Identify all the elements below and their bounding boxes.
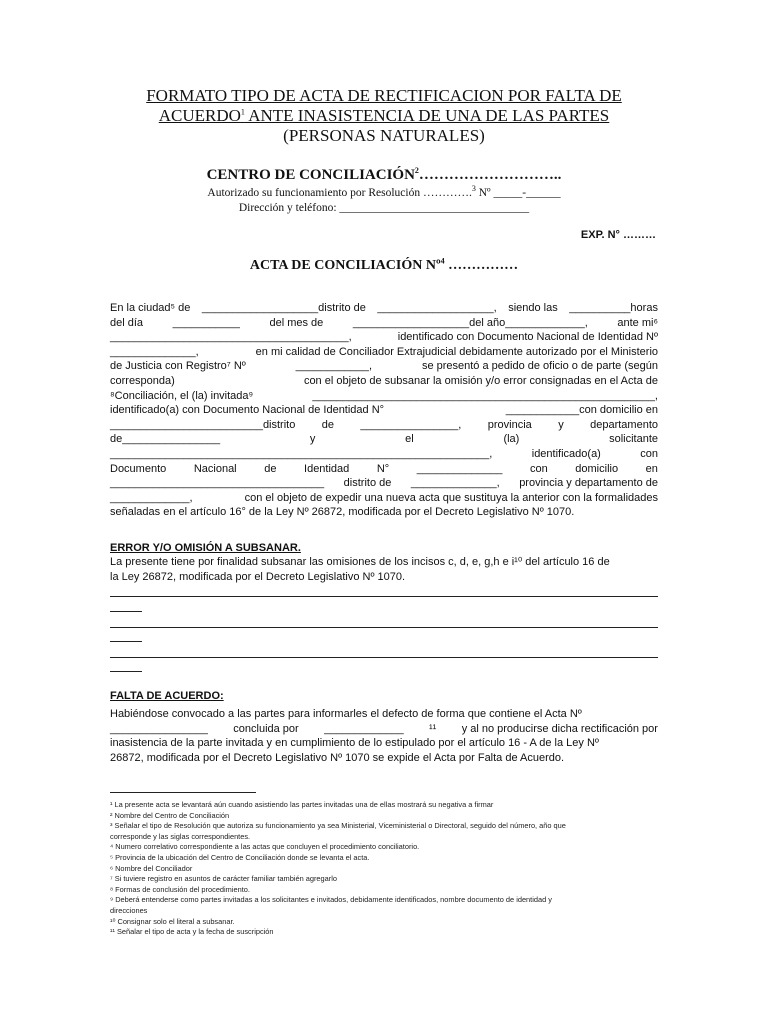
text-line xyxy=(110,751,658,766)
blank-line xyxy=(110,596,658,597)
acta-heading: ACTA DE CONCILIACIÓN Nº$^4$ …………… xyxy=(249,256,519,273)
text-fragment: en mi calidad de Conciliador Extrajudicial debidamente autorizado por el Ministerio xyxy=(255,345,658,358)
text-fragment: ___________________________________ xyxy=(110,477,325,490)
text-fragment: ⁸Conciliación, el (la) invitada⁹ xyxy=(110,389,254,402)
text-fragment: de xyxy=(264,462,277,475)
text-fragment: ___________________distrito de xyxy=(201,302,366,314)
text-fragment: del día xyxy=(110,316,144,329)
text-fragment: ________________, xyxy=(360,418,462,431)
text-line xyxy=(110,491,658,506)
footnotes xyxy=(110,800,658,938)
text-fragment: Identidad xyxy=(304,462,350,475)
text-fragment: La presente tiene por finalidad subsanar las omisiones de los incisos c, d, e, g,h e i¹⁰ del artículo 16 de xyxy=(110,556,610,568)
text-fragment: En la ciudad⁵ de xyxy=(110,302,191,314)
text-fragment: ¹¹ xyxy=(428,722,437,735)
text-fragment: ante mi⁶ xyxy=(617,316,658,329)
falta-section-heading: FALTA DE ACUERDO: xyxy=(110,690,224,702)
text-fragment: ______________ xyxy=(416,462,503,475)
text-fragment: identificado(a) con Documento Nacional de Identidad N° xyxy=(110,404,385,417)
text-fragment: señaladas en el artículo 16° de la Ley Nº 26872, modificada por el Decreto Legislativo Nº 1070. xyxy=(110,506,575,519)
text-fragment: el xyxy=(405,433,414,446)
text-fragment: corresponda) xyxy=(110,374,175,387)
blank-line-short xyxy=(110,671,142,672)
text-line xyxy=(110,736,658,751)
footnote: ⁸ Formas de conclusión del procedimiento. xyxy=(110,884,250,894)
text-fragment: siendo las xyxy=(508,302,558,314)
footnote: ⁴ Numero correlativo correspondiente a las actas que concluyen el procedimiento conciliatorio. xyxy=(110,842,420,852)
text-fragment: ______________, xyxy=(410,477,500,490)
text-line xyxy=(110,505,658,520)
authorization-line: Autorizado su funcionamiento por Resolución ………….$^3$ Nº _____-______ xyxy=(207,184,561,199)
text-line xyxy=(110,330,658,345)
text-fragment: __________horas xyxy=(569,302,658,314)
text-line xyxy=(110,476,658,491)
text-line xyxy=(110,359,658,374)
text-line xyxy=(110,301,658,316)
title-line-1: FORMATO TIPO DE ACTA DE RECTIFICACION POR FALTA DE xyxy=(146,86,622,105)
text-line xyxy=(110,374,658,389)
text-fragment: con el objeto de subsanar la omisión y/o error consignadas en el Acta de xyxy=(303,374,658,387)
text-line xyxy=(110,707,658,722)
text-fragment: Habiéndose convocado a las partes para informarles el defecto de forma que contiene el Acta Nº xyxy=(110,708,582,720)
text-line xyxy=(110,570,658,585)
blank-line xyxy=(110,657,658,658)
text-fragment: de________________ xyxy=(110,433,221,446)
text-line xyxy=(110,462,658,477)
footnote: ¹⁰ Consignar solo el literal a subsanar. xyxy=(110,916,235,926)
text-fragment: provincia xyxy=(487,418,532,431)
footnote: ³ Señalar el tipo de Resolución que autoriza su funcionamiento ya sea Ministerial, Viceministerial o Directoral, seguido del número, año que xyxy=(110,821,566,831)
footnote: ⁷ Si tuviere registro en asuntos de carácter familiar también agregarlo xyxy=(110,874,337,884)
text-fragment: ___________________, xyxy=(377,302,497,314)
text-fragment: _______________________________________, xyxy=(110,331,352,344)
text-fragment: de Justicia con Registro⁷ Nº xyxy=(110,360,246,373)
footnote: direcciones xyxy=(110,905,148,915)
text-line xyxy=(110,316,658,331)
blank-line xyxy=(110,627,658,628)
footnote-separator xyxy=(110,792,256,793)
text-fragment: concluida por xyxy=(233,722,299,735)
text-line xyxy=(110,345,658,360)
text-fragment: Nacional xyxy=(193,462,237,475)
text-fragment: ________________ xyxy=(110,722,208,735)
text-fragment: provincia y departamento de xyxy=(519,477,658,490)
text-line xyxy=(110,555,658,570)
centro-heading: CENTRO DE CONCILIACIÓN$^2$……………………….. xyxy=(206,166,562,183)
text-fragment: con xyxy=(529,462,548,475)
text-fragment: ___________ xyxy=(172,316,240,329)
address-line: Dirección y teléfono: _________________________________ xyxy=(238,202,530,214)
text-fragment: ____________con domicilio en xyxy=(505,404,658,417)
text-fragment: identificado(a) xyxy=(531,447,601,460)
text-fragment: N° xyxy=(376,462,390,475)
title-line-3: (PERSONAS NATURALES) xyxy=(283,126,485,145)
blank-line-short xyxy=(110,641,142,642)
text-fragment: y al no producirse dicha rectificación por xyxy=(461,722,658,735)
expediente-number: EXP. N° ……… xyxy=(580,229,656,241)
text-line xyxy=(110,403,658,418)
text-fragment: domicilio xyxy=(575,462,619,475)
text-fragment: Documento xyxy=(110,462,167,475)
title-line-2: ACUERDO$^1$ ANTE INASISTENCIA DE UNA DE LAS PARTES xyxy=(158,106,610,125)
footnote: ¹¹ Señalar el tipo de acta y la fecha de suscripción xyxy=(110,927,274,937)
document-title xyxy=(110,86,658,146)
text-fragment: identificado con Documento Nacional de Identidad Nº xyxy=(397,331,658,344)
text-fragment: y xyxy=(558,418,564,431)
error-section-heading: ERROR Y/O OMISIÓN A SUBSANAR. xyxy=(110,542,301,554)
blank-line-short xyxy=(110,611,142,612)
text-fragment: ______________, xyxy=(110,345,199,358)
text-fragment: _________________________distrito xyxy=(110,418,296,431)
text-fragment: solicitante xyxy=(609,433,658,446)
paragraph-error xyxy=(110,555,658,584)
text-fragment: (la) xyxy=(503,433,520,446)
footnote: ² Nombre del Centro de Conciliación xyxy=(110,810,230,820)
text-fragment: del mes de xyxy=(269,316,324,329)
text-fragment: _____________, xyxy=(110,491,193,504)
text-line xyxy=(110,389,658,404)
text-line xyxy=(110,447,658,462)
text-line xyxy=(110,722,658,737)
text-fragment: con xyxy=(640,447,658,460)
text-fragment: ________________________________________________________, xyxy=(312,389,658,402)
text-fragment: la Ley 26872, modificada por el Decreto Legislativo Nº 1070. xyxy=(110,570,406,583)
text-fragment: y xyxy=(309,433,316,446)
footnote: corresponde y las siglas correspondientes. xyxy=(110,831,251,841)
footnote: ⁵ Provincia de la ubicación del Centro de Conciliación donde se levanta el acta. xyxy=(110,852,370,862)
text-fragment: _____________ xyxy=(324,722,404,735)
paragraph-falta xyxy=(110,707,658,765)
text-fragment: se presentó a pedido de oficio o de parte (según xyxy=(421,360,658,373)
paragraph-main xyxy=(110,301,658,520)
text-fragment: ___________________del año_____________, xyxy=(352,316,588,329)
text-fragment: distrito de xyxy=(343,477,392,490)
text-fragment: inasistencia de la parte invitada y en cumplimiento de lo estipulado por el artículo 16 - A de la Ley Nº xyxy=(110,737,599,750)
text-line xyxy=(110,418,658,433)
text-fragment: con el objeto de expedir una nueva acta que sustituya la anterior con la formalidades xyxy=(244,491,658,504)
footnote: ¹ La presente acta se levantará aún cuando asistiendo las partes invitadas una de ellas mostrará su negativa a firmar xyxy=(110,800,494,809)
footnote: ⁶ Nombre del Conciliador xyxy=(110,863,193,873)
text-fragment: 26872, modificada por el Decreto Legislativo Nº 1070 se expide el Acta por Falta de Acuerdo. xyxy=(110,751,565,764)
text-fragment: de xyxy=(321,418,334,431)
text-fragment: en xyxy=(645,462,658,475)
text-fragment: departamento xyxy=(590,418,658,431)
footnote: ⁹ Deberá entenderse como partes invitadas a los solicitantes e invitados, debidamente identificados, nombre documento de identidad y xyxy=(110,895,552,905)
text-fragment: ____________, xyxy=(295,360,373,373)
text-line xyxy=(110,432,658,447)
text-fragment: ______________________________________________________________, xyxy=(110,447,493,460)
